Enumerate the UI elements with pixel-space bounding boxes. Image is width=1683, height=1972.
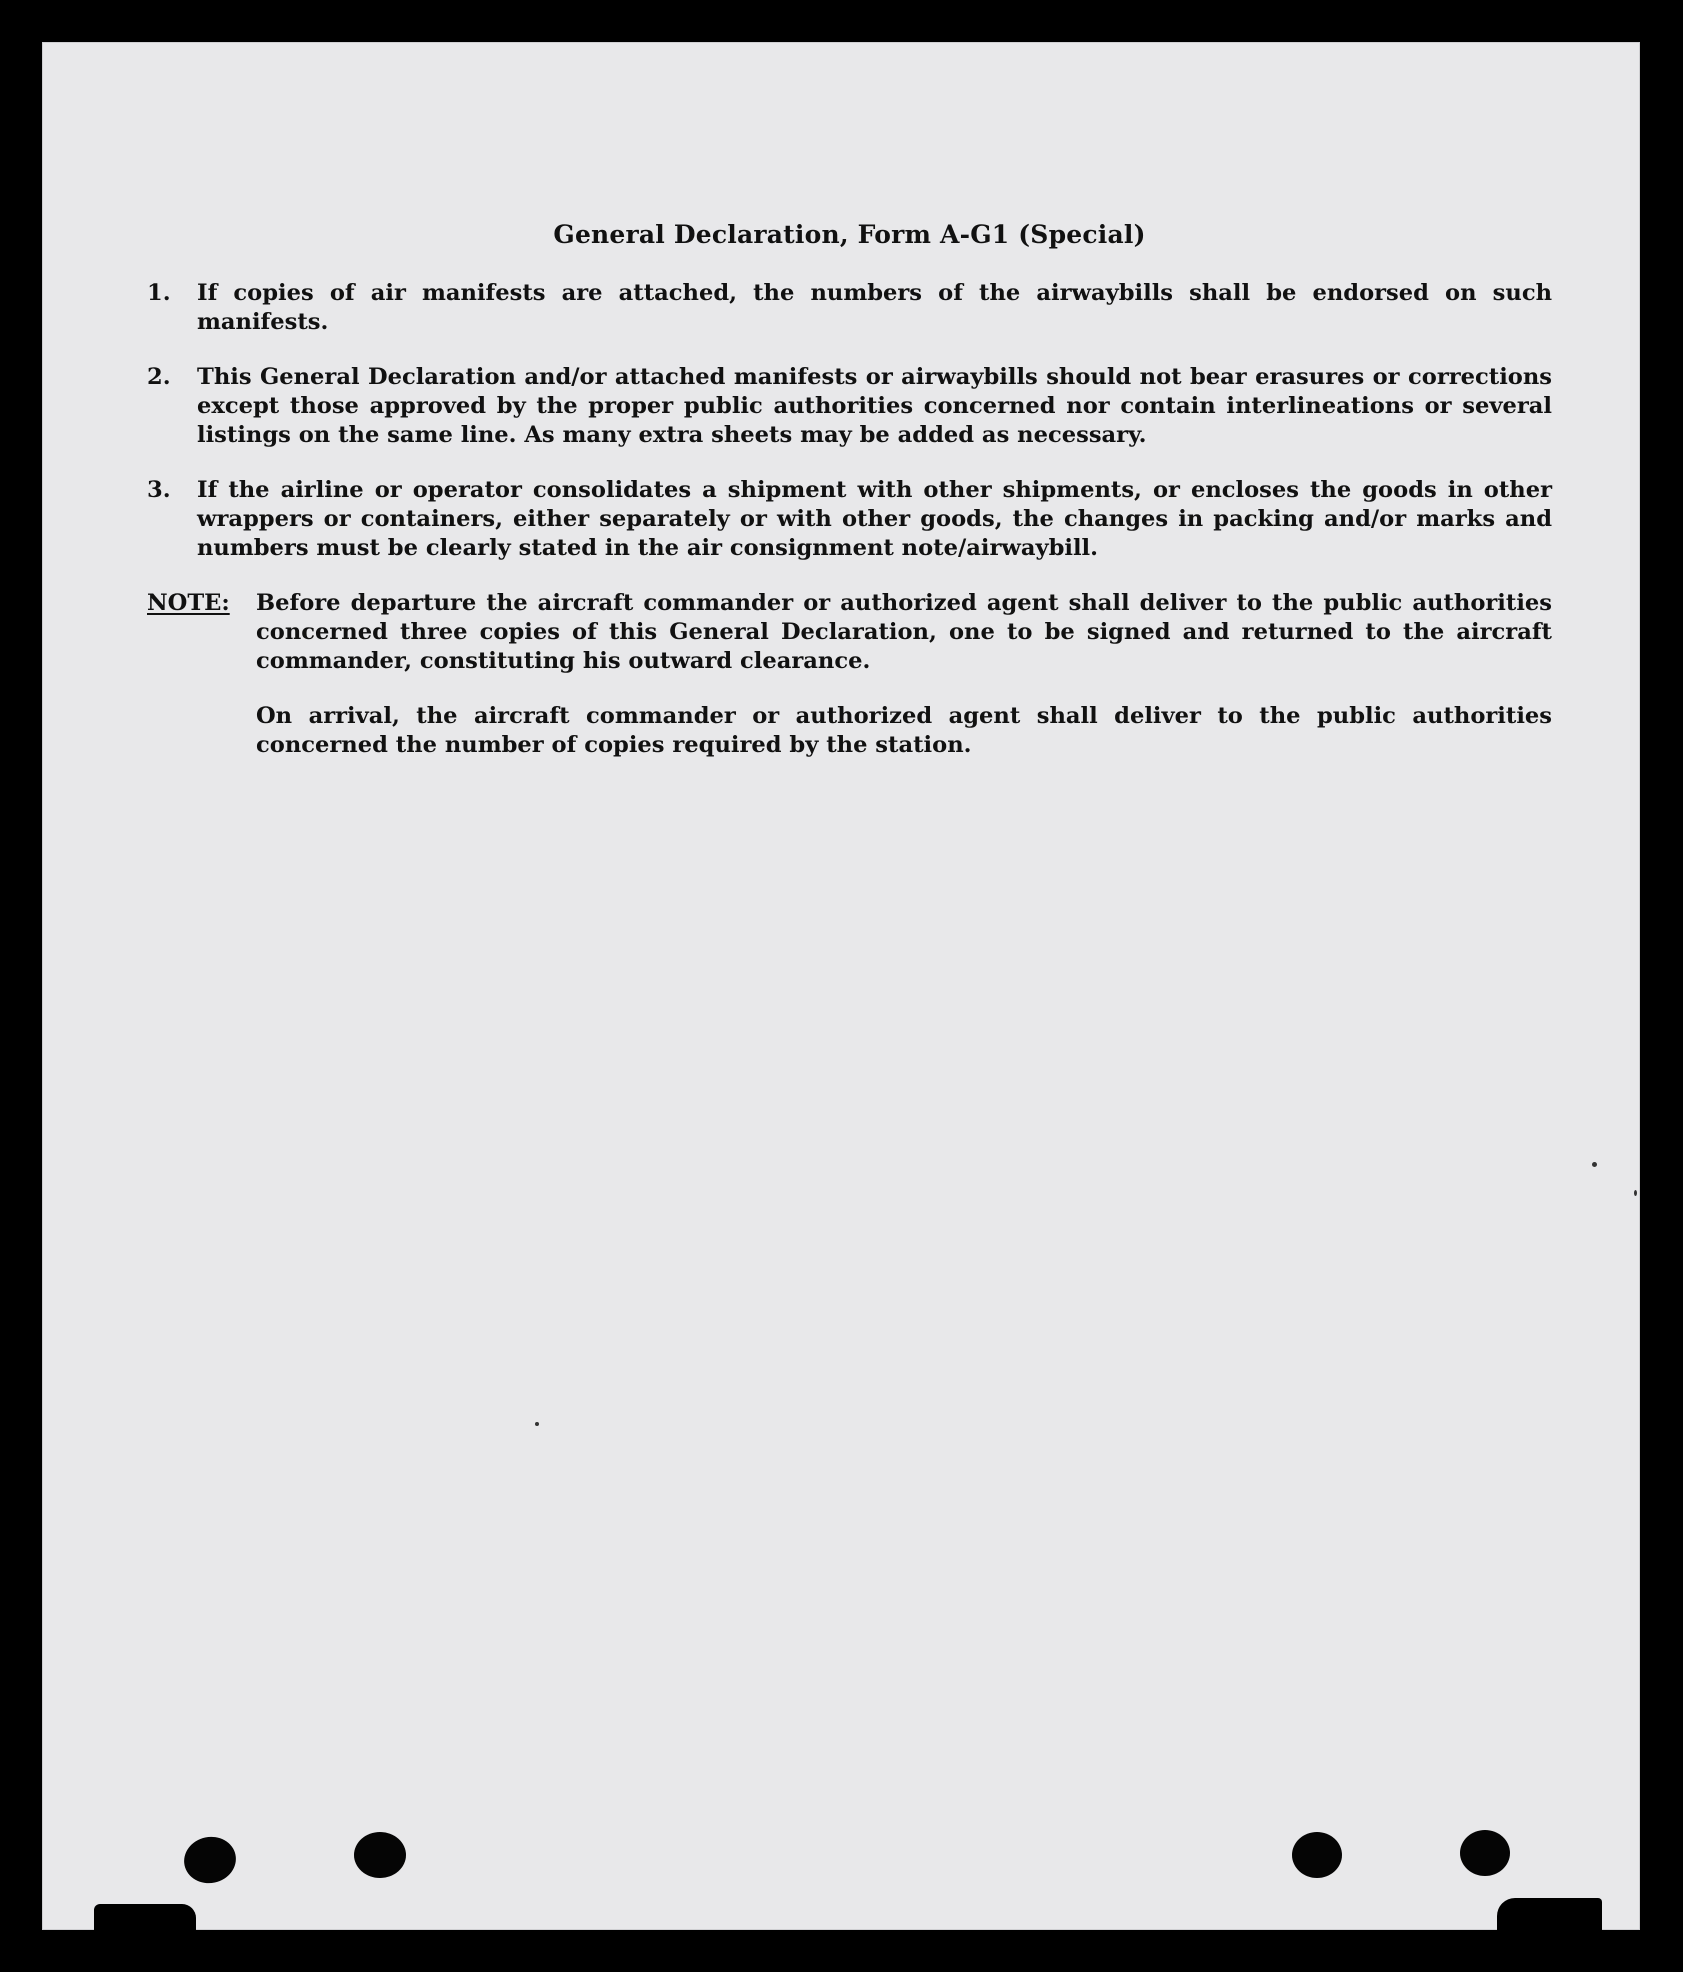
document-page [42,42,1640,1930]
item-text: This General Declaration and/or attached manifests or airwaybills should not bear erasures or corrections except those approved by the proper public authorities concerned nor contain interlineations or several listings on the same line. As many extra sheets may be added as necessary. [197,364,1552,448]
item-text: If copies of air manifests are attached, the numbers of the airwaybills shall be endorsed on such manifests. [197,280,1552,335]
declaration-content [147,220,1552,786]
note-section [147,589,1552,786]
punch-hole [354,1832,406,1878]
punch-hole [180,1832,240,1888]
page-title: General Declaration, Form A-G1 (Special) [553,220,1146,249]
speck [1592,1162,1597,1167]
note-paragraph: On arrival, the aircraft commander or authorized agent shall deliver to the public authorities concerned the number of copies required by the station. [256,703,1552,758]
punch-hole [1460,1830,1510,1876]
torn-edge [1497,1898,1602,1930]
note-label: NOTE: [147,590,230,616]
speck [535,1422,539,1426]
list-item [147,279,1552,337]
item-number: 3. [147,477,171,503]
speck [1634,1190,1637,1196]
item-number: 1. [147,280,171,306]
punch-hole [1292,1832,1342,1878]
list-item [147,363,1552,450]
torn-edge [94,1904,196,1930]
item-text: If the airline or operator consolidates a shipment with other shipments, or encloses the goods in other wrappers or containers, either separately or with other goods, the changes in packing and/or marks and numbers must be clearly stated in the air consignment note/airwaybill. [197,477,1552,561]
note-paragraph: Before departure the aircraft commander or authorized agent shall deliver to the public authorities concerned three copies of this General Declaration, one to be signed and returned to the aircraft commander, constituting his outward clearance. [256,590,1552,674]
item-number: 2. [147,364,171,390]
list-item [147,476,1552,563]
note-body [256,589,1552,786]
